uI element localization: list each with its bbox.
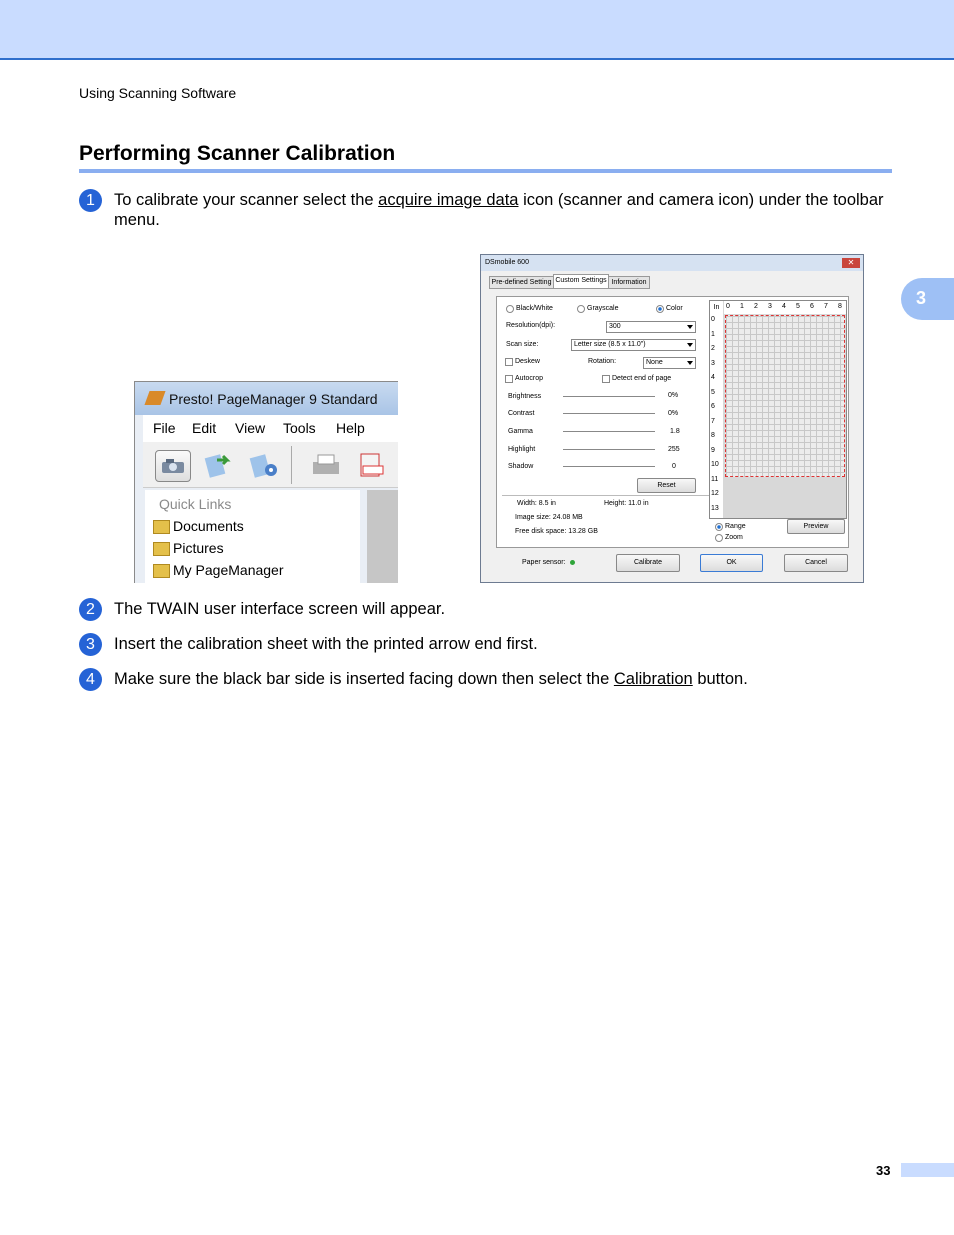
cancel-button[interactable]: Cancel	[784, 554, 848, 572]
presto-window-screenshot	[134, 381, 398, 583]
menu-help[interactable]: Help	[336, 420, 365, 436]
black-white-label: Black/White	[516, 305, 553, 312]
ruler-top-label: 0	[726, 303, 730, 310]
preview-button[interactable]: Preview	[787, 519, 845, 534]
step-text: Insert the calibration sheet with the printed arrow end first.	[114, 635, 538, 653]
page-number: 33	[876, 1163, 891, 1178]
quick-link-documents[interactable]: Documents	[173, 518, 244, 534]
ruler-left-label: 4	[711, 374, 715, 381]
menu-edit[interactable]: Edit	[192, 420, 217, 436]
highlight-slider[interactable]	[563, 449, 655, 450]
detect-end-label: Detect end of page	[612, 375, 672, 382]
range-label: Range	[725, 523, 746, 530]
scan-range-area[interactable]	[725, 315, 845, 477]
calibration-link[interactable]: Calibration	[613, 670, 693, 688]
ruler-left-label: 0	[711, 316, 715, 323]
detect-end-checkbox[interactable]	[602, 375, 610, 383]
paper-sensor-label: Paper sensor:	[522, 559, 566, 566]
presto-logo-icon	[144, 391, 165, 405]
chapter-tab	[901, 278, 954, 320]
step-number: 3	[79, 633, 102, 656]
gamma-slider[interactable]	[563, 431, 655, 432]
presto-toolbar	[143, 442, 398, 488]
tab-custom-settings[interactable]: Custom Settings	[553, 274, 609, 289]
dsmobile-title: DSmobile 600	[485, 259, 529, 266]
brightness-slider[interactable]	[563, 396, 655, 397]
tab-information[interactable]: Information	[608, 276, 650, 289]
chevron-down-icon	[687, 325, 693, 329]
quick-links-panel	[145, 490, 360, 583]
presto-title: Presto! PageManager 9 Standard	[169, 391, 378, 407]
step-3	[79, 633, 899, 657]
divider	[502, 495, 710, 496]
scan-settings-icon[interactable]	[247, 450, 281, 480]
range-radio[interactable]	[715, 523, 723, 531]
folder-icon	[153, 542, 170, 556]
menu-view[interactable]: View	[235, 420, 266, 436]
step-text-before: Make sure the black bar side is inserted facing down then select the	[114, 670, 614, 688]
step-text	[114, 669, 899, 689]
paper-sensor-indicator-icon	[570, 560, 575, 565]
scanner-camera-icon	[156, 451, 190, 481]
step-text: The TWAIN user interface screen will appear.	[114, 600, 446, 618]
ruler-top-label: 2	[754, 303, 758, 310]
section-title: Performing Scanner Calibration	[79, 142, 396, 165]
deskew-checkbox[interactable]	[505, 358, 513, 366]
quick-link-my-pagemanager[interactable]: My PageManager	[173, 562, 284, 578]
acquire-image-data-icon[interactable]	[155, 450, 191, 482]
image-size-readout: Image size: 24.08 MB	[515, 514, 583, 521]
step-1	[79, 189, 899, 233]
ruler-left-label: 7	[711, 417, 715, 425]
chapter-number: 3	[916, 288, 927, 308]
highlight-value: 255	[668, 446, 680, 453]
ok-button[interactable]: OK	[700, 554, 763, 572]
rotation-value: None	[646, 359, 663, 366]
scan-to-app-icon[interactable]	[201, 450, 235, 480]
grayscale-radio[interactable]	[577, 305, 585, 313]
black-white-radio[interactable]	[506, 305, 514, 313]
section-title-rule	[79, 169, 892, 173]
autocrop-label: Autocrop	[515, 375, 544, 382]
rotation-label: Rotation:	[588, 358, 617, 365]
ruler-left-label: 6	[711, 403, 715, 410]
grayscale-label: Grayscale	[587, 305, 619, 312]
dsmobile-dialog-screenshot	[480, 254, 864, 583]
toolbar-separator	[291, 446, 292, 484]
pdf-icon[interactable]	[355, 450, 389, 480]
ruler-top-label: 1	[740, 303, 744, 310]
shadow-value: 0	[672, 463, 676, 470]
step-number: 4	[79, 668, 102, 691]
contrast-label: Contrast	[508, 410, 535, 417]
ruler-top-label: 7	[824, 303, 828, 310]
acquire-image-data-link[interactable]: acquire image data	[378, 191, 519, 209]
top-banner	[0, 0, 954, 60]
pdf-document-icon	[355, 450, 389, 480]
documents-arrow-icon	[201, 450, 235, 480]
ruler-left-label: 12	[711, 490, 719, 497]
zoom-radio[interactable]	[715, 534, 723, 542]
free-disk-readout: Free disk space: 13.28 GB	[515, 528, 598, 535]
footer-bar	[901, 1163, 954, 1177]
color-radio[interactable]	[656, 305, 664, 313]
presto-title-bar	[135, 382, 398, 415]
ruler-top-label: 6	[810, 303, 814, 310]
dsmobile-title-bar	[481, 255, 863, 271]
width-readout: Width: 8.5 in	[517, 500, 556, 507]
presto-side-panel	[367, 490, 398, 583]
calibrate-button[interactable]: Calibrate	[616, 554, 680, 572]
chevron-down-icon	[687, 343, 693, 347]
brightness-label: Brightness	[508, 393, 542, 400]
step-text	[114, 190, 899, 230]
step-2	[79, 598, 899, 622]
chevron-down-icon	[687, 361, 693, 365]
ruler-left-label: 11	[711, 475, 719, 483]
contrast-value: 0%	[668, 410, 679, 417]
step-number: 2	[79, 598, 102, 621]
ruler-left-label: 10	[711, 461, 719, 468]
ruler-left-label: 1	[711, 330, 715, 338]
resolution-label: Resolution(dpi):	[506, 322, 556, 329]
ruler-left	[710, 314, 723, 518]
reset-button[interactable]: Reset	[637, 478, 696, 493]
ruler-top-label: 4	[782, 303, 786, 310]
ruler-left-label: 3	[711, 359, 715, 367]
ruler-top-label: 3	[768, 303, 772, 310]
scan-size-value: Letter size (8.5 x 11.0")	[574, 341, 646, 348]
height-readout: Height: 11.0 in	[604, 500, 649, 507]
print-icon[interactable]	[309, 450, 343, 480]
zoom-label: Zoom	[725, 534, 743, 541]
folder-icon	[153, 520, 170, 534]
ruler-top	[724, 301, 846, 314]
step-number: 1	[79, 189, 102, 212]
gamma-value: 1.8	[670, 428, 680, 435]
shadow-label: Shadow	[508, 463, 534, 470]
ruler-left-label: 8	[711, 432, 715, 439]
documents-gear-icon	[247, 450, 281, 480]
step-text-before: To calibrate your scanner select the	[114, 191, 379, 209]
highlight-label: Highlight	[508, 446, 536, 453]
step-4	[79, 668, 899, 692]
shadow-slider[interactable]	[563, 466, 655, 467]
contrast-slider[interactable]	[563, 413, 655, 414]
ruler-top-label: 5	[796, 303, 800, 310]
close-icon[interactable]: ✕	[842, 258, 860, 268]
scan-size-label: Scan size:	[506, 341, 539, 348]
ruler-left-label: 5	[711, 388, 715, 396]
gamma-label: Gamma	[508, 428, 533, 435]
tab-pre-defined-setting[interactable]: Pre-defined Setting	[489, 276, 554, 289]
ruler-left-label: 9	[711, 446, 715, 454]
ruler-left-label: 13	[711, 504, 719, 512]
ruler-unit: In	[710, 301, 723, 314]
ruler-top-label: 8	[838, 303, 842, 310]
deskew-label: Deskew	[515, 358, 540, 365]
scan-size-select[interactable]	[571, 339, 696, 351]
menu-tools[interactable]: Tools	[283, 420, 316, 436]
step-text-after: button.	[692, 670, 748, 688]
brightness-value: 0%	[668, 392, 679, 399]
folder-icon	[153, 564, 170, 578]
printer-icon	[309, 450, 343, 480]
running-header: Using Scanning Software	[79, 85, 237, 101]
menu-file[interactable]: File	[153, 420, 176, 436]
autocrop-checkbox[interactable]	[505, 375, 513, 383]
quick-links-label: Quick Links	[159, 496, 232, 512]
rotation-select[interactable]	[643, 357, 696, 369]
resolution-value: 300	[609, 323, 621, 330]
quick-link-pictures[interactable]: Pictures	[173, 540, 224, 556]
step-text-after: icon (scanner and camera icon) under the toolbar menu.	[114, 191, 884, 229]
resolution-select[interactable]	[606, 321, 696, 333]
presto-menu-bar	[143, 415, 398, 442]
preview-area	[709, 300, 847, 519]
color-label: Color	[666, 305, 683, 312]
ruler-left-label: 2	[711, 345, 715, 352]
